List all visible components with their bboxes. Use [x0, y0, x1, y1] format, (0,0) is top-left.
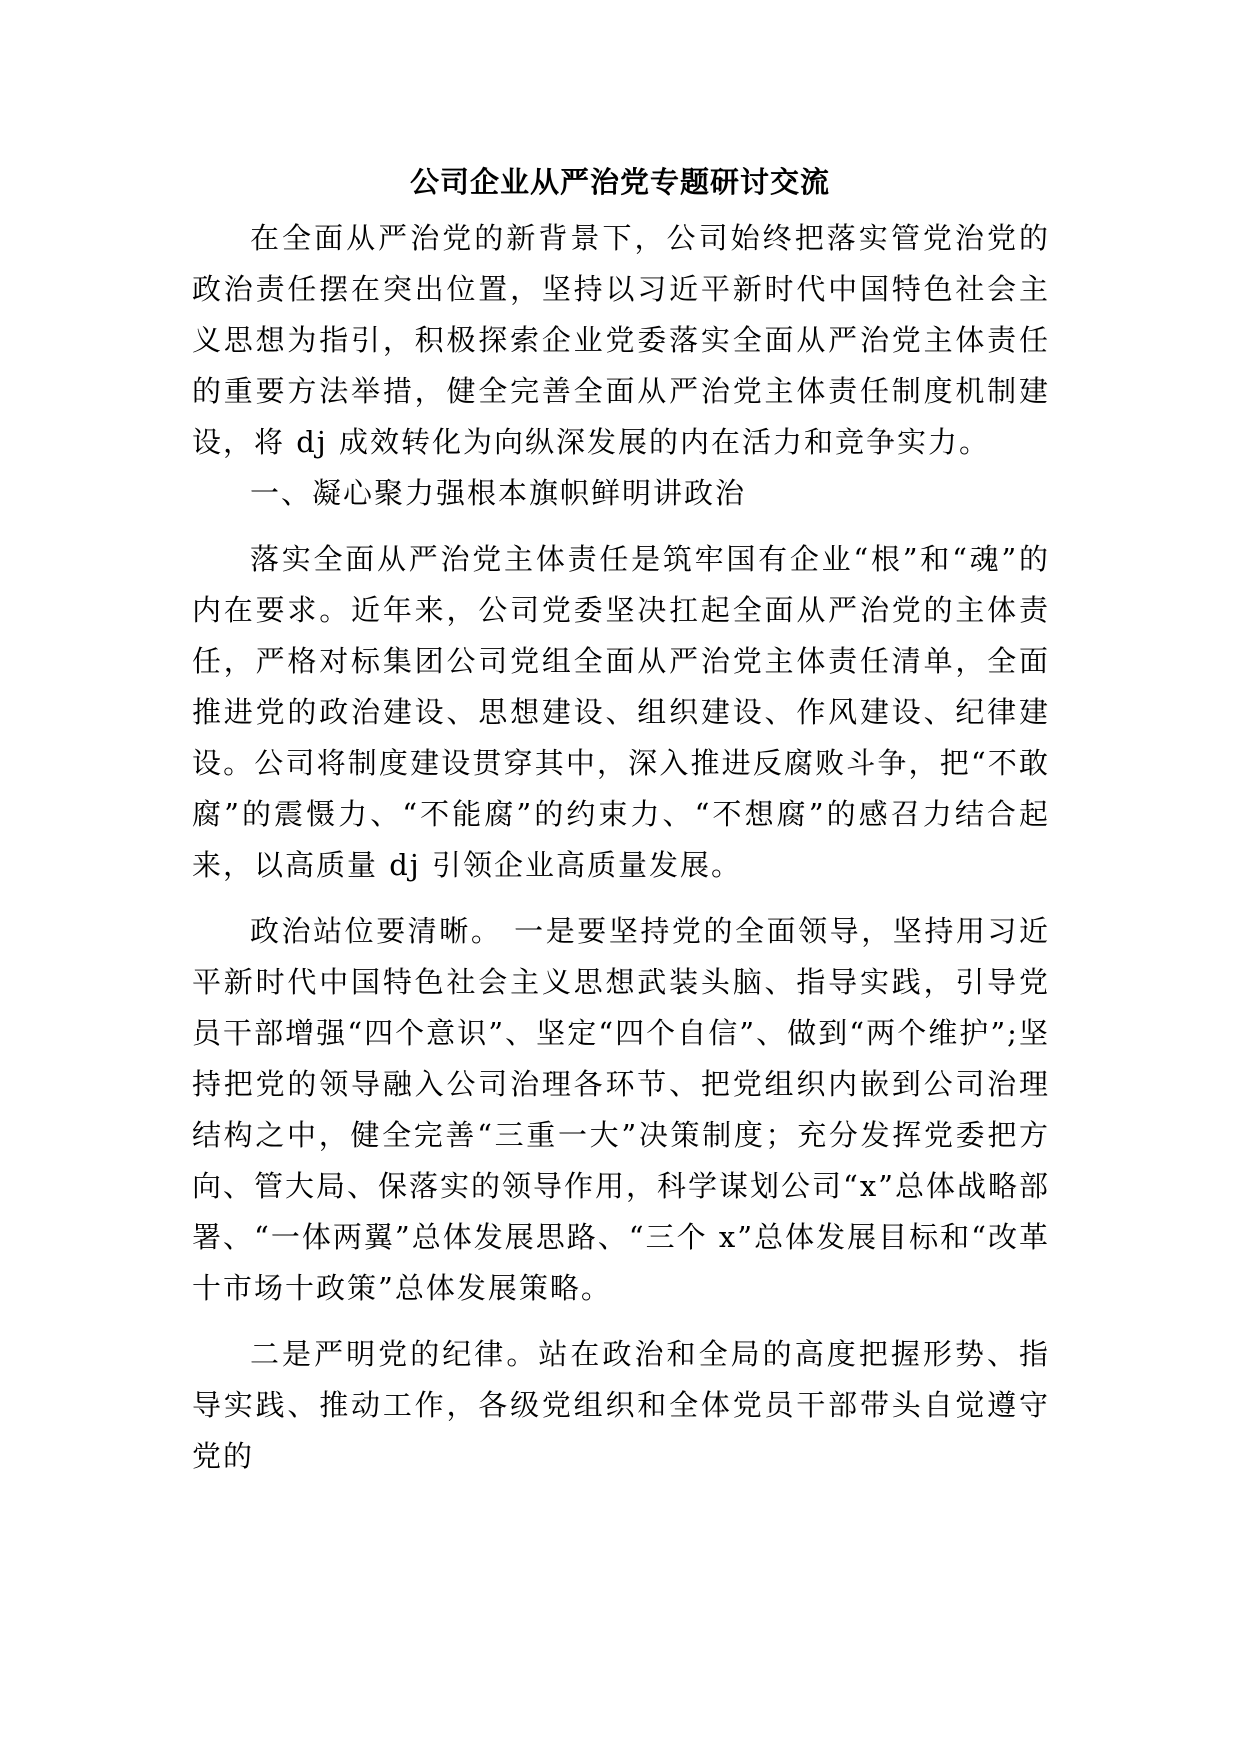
party-discipline-paragraph: 二是严明党的纪律。站在政治和全局的高度把握形势、指导实践、推动工作，各级党组织和全体党员干部带头自觉遵守党的 [192, 1337, 1050, 1473]
document-title: 公司企业从严治党专题研讨交流 [409, 165, 830, 199]
section-heading-1: 一、凝心聚力强根本旗帜鲜明讲政治 [250, 476, 747, 510]
section-1-paragraph: 落实全面从严治党主体责任是筑牢国有企业“根”和“魂”的内在要求。近年来，公司党委坚决扛起全面从严治党的主体责任，严格对标集团公司党组全面从严治党主体责任清单，全面推进党的政治建设、思想建设、组织建设、作风建设、纪律建设。公司将制度建设贯穿其中，深入推进反腐败斗争，把“不敢腐”的震慑力、“不能腐”的约束力、“不想腐”的感召力结合起来，以高质量 dj 引领企业高质量发展。 [192, 542, 1050, 882]
intro-paragraph: 在全面从严治党的新背景下，公司始终把落实管党治党的政治责任摆在突出位置，坚持以习近平新时代中国特色社会主义思想为指引，积极探索企业党委落实全面从严治党主体责任的重要方法举措，健全完善全面从严治党主体责任制度机制建设，将 dj 成效转化为向纵深发展的内在活力和竞争实力。 [192, 221, 1050, 459]
political-stance-paragraph: 政治站位要清晰。 一是要坚持党的全面领导，坚持用习近平新时代中国特色社会主义思想武装头脑、指导实践，引导党员干部增强“四个意识”、坚定“四个自信”、做到“两个维护”;坚持把党的领导融入公司治理各环节、把党组织内嵌到公司治理结构之中，健全完善“三重一大”决策制度；充分发挥党委把方向、管大局、保落实的领导作用，科学谋划公司“x”总体战略部署、“一体两翼”总体发展思路、“三个 x”总体发展目标和“改革十市场十政策”总体发展策略。 [192, 914, 1051, 1305]
document-body [192, 213, 1050, 1482]
